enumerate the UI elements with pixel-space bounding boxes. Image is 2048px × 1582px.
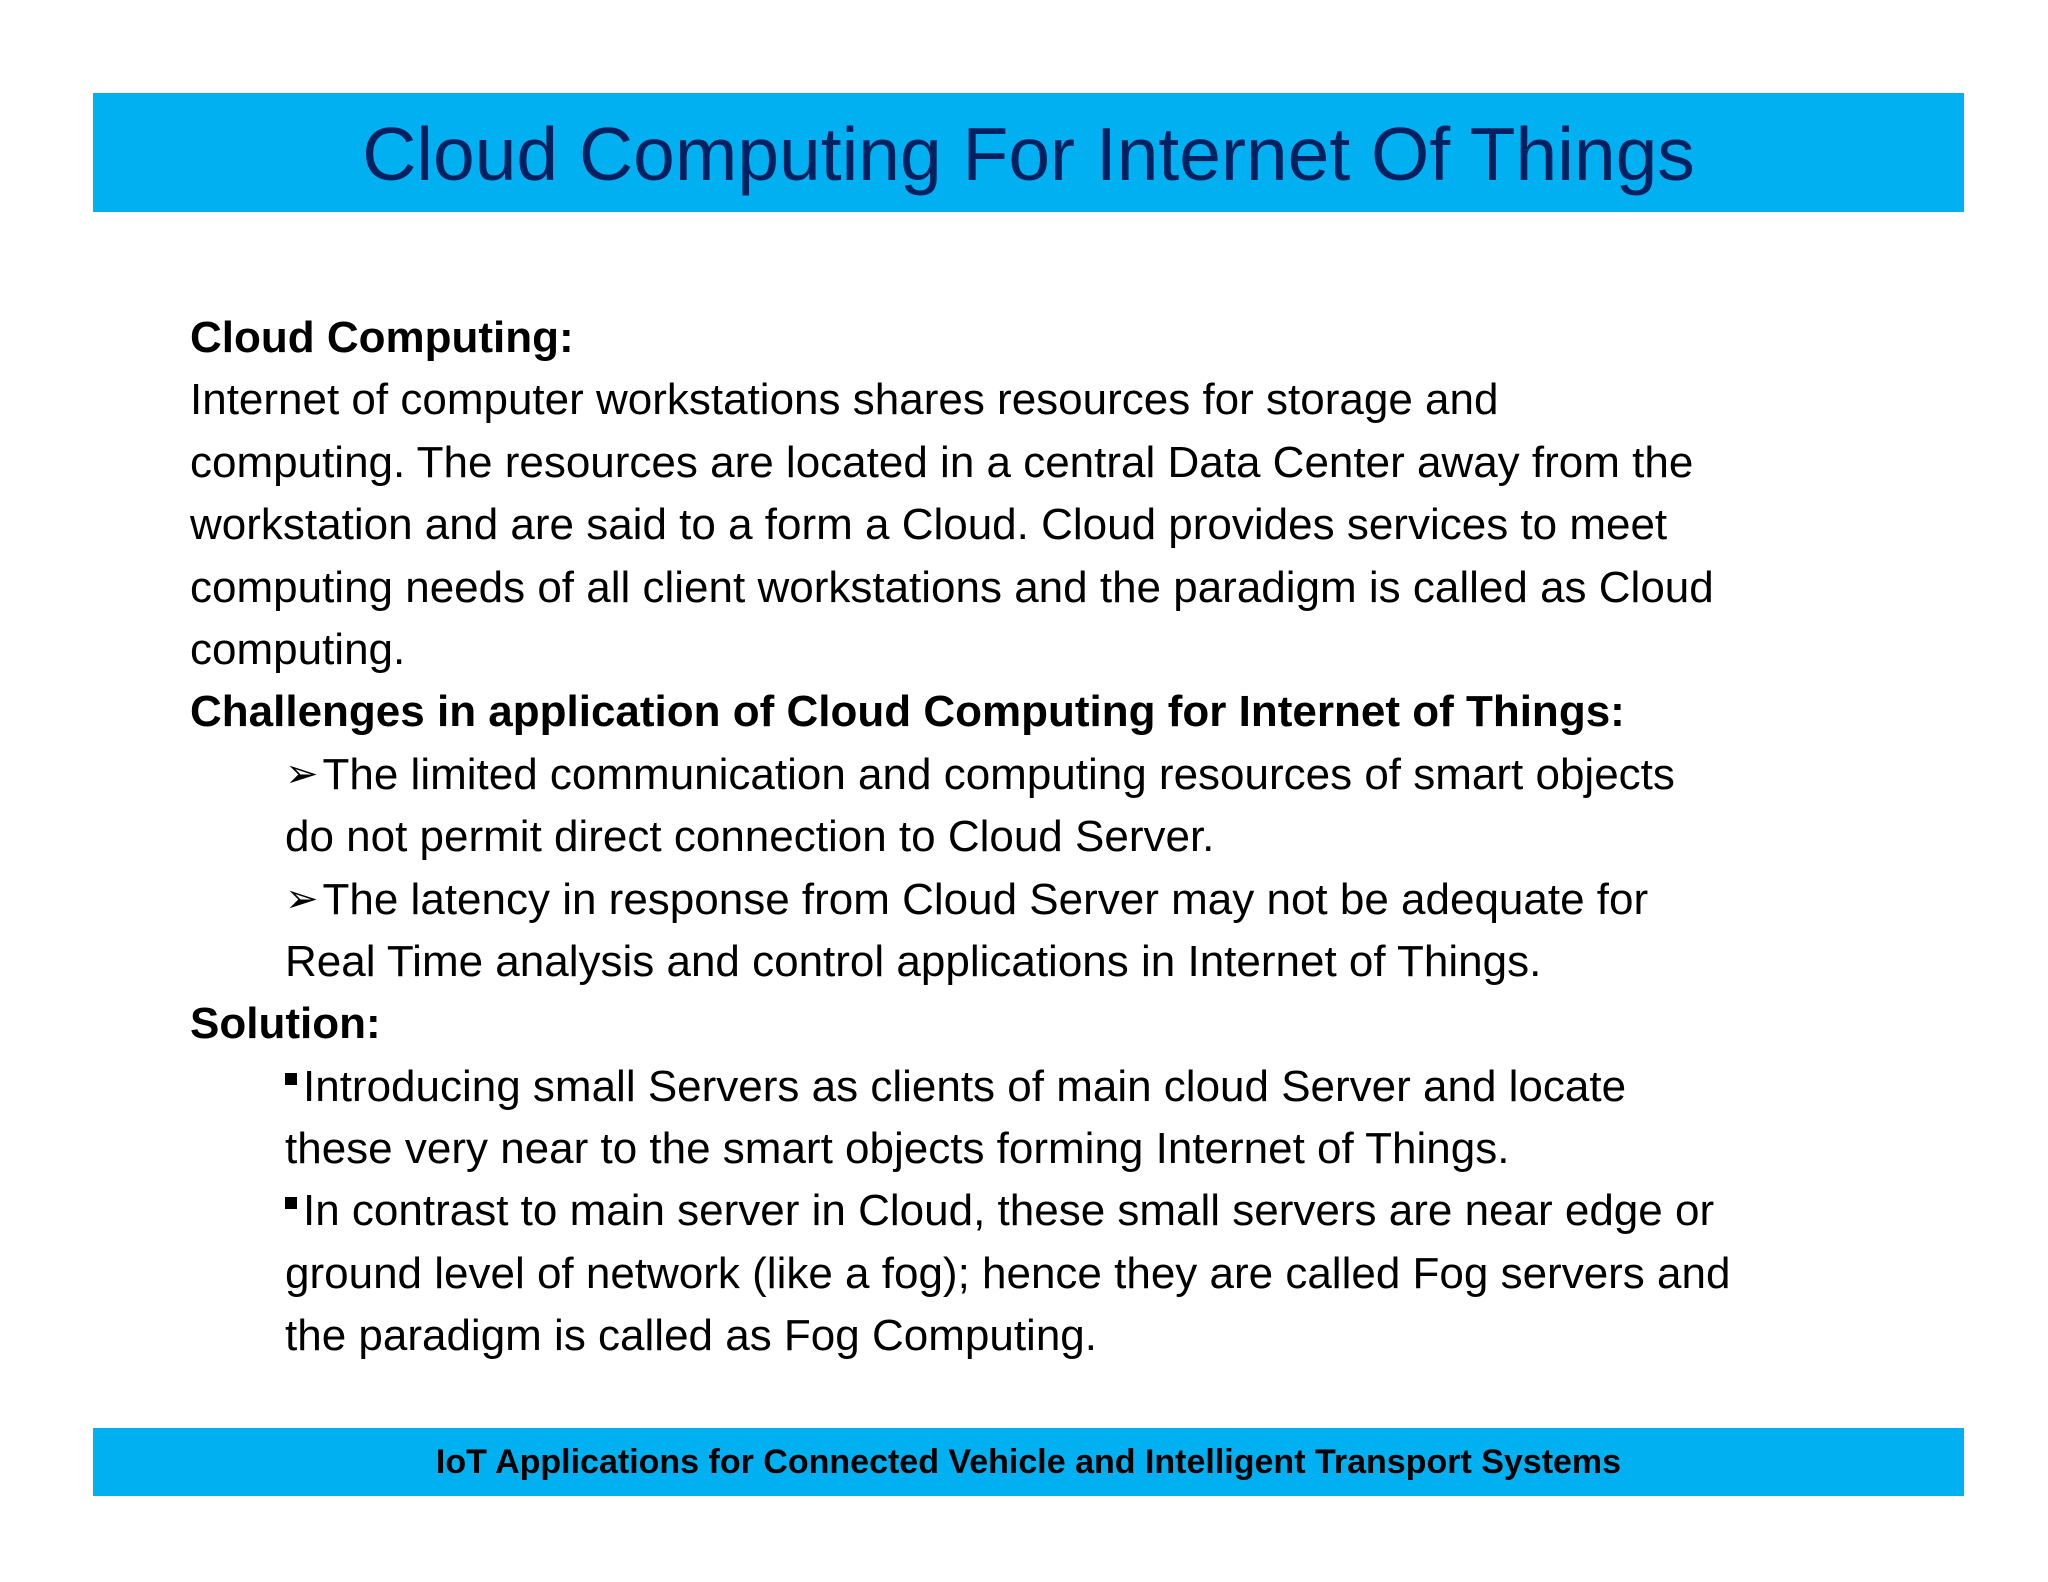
challenge-item bbox=[190, 869, 1870, 931]
challenge-item-continuation: Real Time analysis and control applications in Internet of Things. bbox=[285, 936, 1542, 986]
cloud-computing-paragraph-line: computing. bbox=[190, 624, 406, 674]
cloud-computing-paragraph-line: workstation and are said to a form a Cloud. Cloud provides services to meet bbox=[190, 500, 1668, 550]
footer-bar bbox=[93, 1428, 1964, 1496]
square-bullet-icon bbox=[285, 1197, 297, 1209]
challenges-heading: Challenges in application of Cloud Computing for Internet of Things: bbox=[190, 687, 1625, 737]
solution-item-text: In contrast to main server in Cloud, these small servers are near edge or bbox=[303, 1186, 1715, 1236]
cloud-computing-paragraph-line: computing needs of all client workstations and the paradigm is called as Cloud bbox=[190, 562, 1714, 612]
solution-item-continuation: ground level of network (like a fog); hence they are called Fog servers and bbox=[285, 1248, 1731, 1298]
slide-title: Cloud Computing For Internet Of Things bbox=[362, 112, 1695, 196]
challenge-item bbox=[190, 744, 1870, 806]
cloud-computing-paragraph-line: Internet of computer workstations shares resources for storage and bbox=[190, 375, 1499, 425]
solution-item-text: Introducing small Servers as clients of main cloud Server and locate bbox=[303, 1061, 1627, 1111]
title-bar bbox=[93, 93, 1964, 212]
challenge-item-text: The limited communication and computing resources of smart objects bbox=[322, 749, 1675, 799]
cloud-computing-heading: Cloud Computing: bbox=[190, 313, 574, 362]
challenge-item-text: The latency in response from Cloud Server may not be adequate for bbox=[322, 874, 1649, 924]
solution-heading: Solution: bbox=[190, 999, 381, 1049]
solution-item-continuation: the paradigm is called as Fog Computing. bbox=[285, 1311, 1097, 1361]
arrowhead-bullet-icon: ➢ bbox=[285, 751, 319, 796]
solution-item bbox=[190, 1056, 1870, 1118]
solution-item-continuation: these very near to the smart objects forming Internet of Things. bbox=[285, 1124, 1510, 1174]
arrowhead-bullet-icon: ➢ bbox=[285, 876, 319, 921]
square-bullet-icon bbox=[285, 1073, 297, 1085]
solution-item bbox=[190, 1180, 1870, 1242]
challenge-item-continuation: do not permit direct connection to Cloud Server. bbox=[285, 812, 1215, 862]
cloud-computing-paragraph-line: computing. The resources are located in a central Data Center away from the bbox=[190, 437, 1694, 487]
footer-text: IoT Applications for Connected Vehicle and Intelligent Transport Systems bbox=[435, 1442, 1622, 1481]
slide-content bbox=[190, 307, 1870, 1368]
